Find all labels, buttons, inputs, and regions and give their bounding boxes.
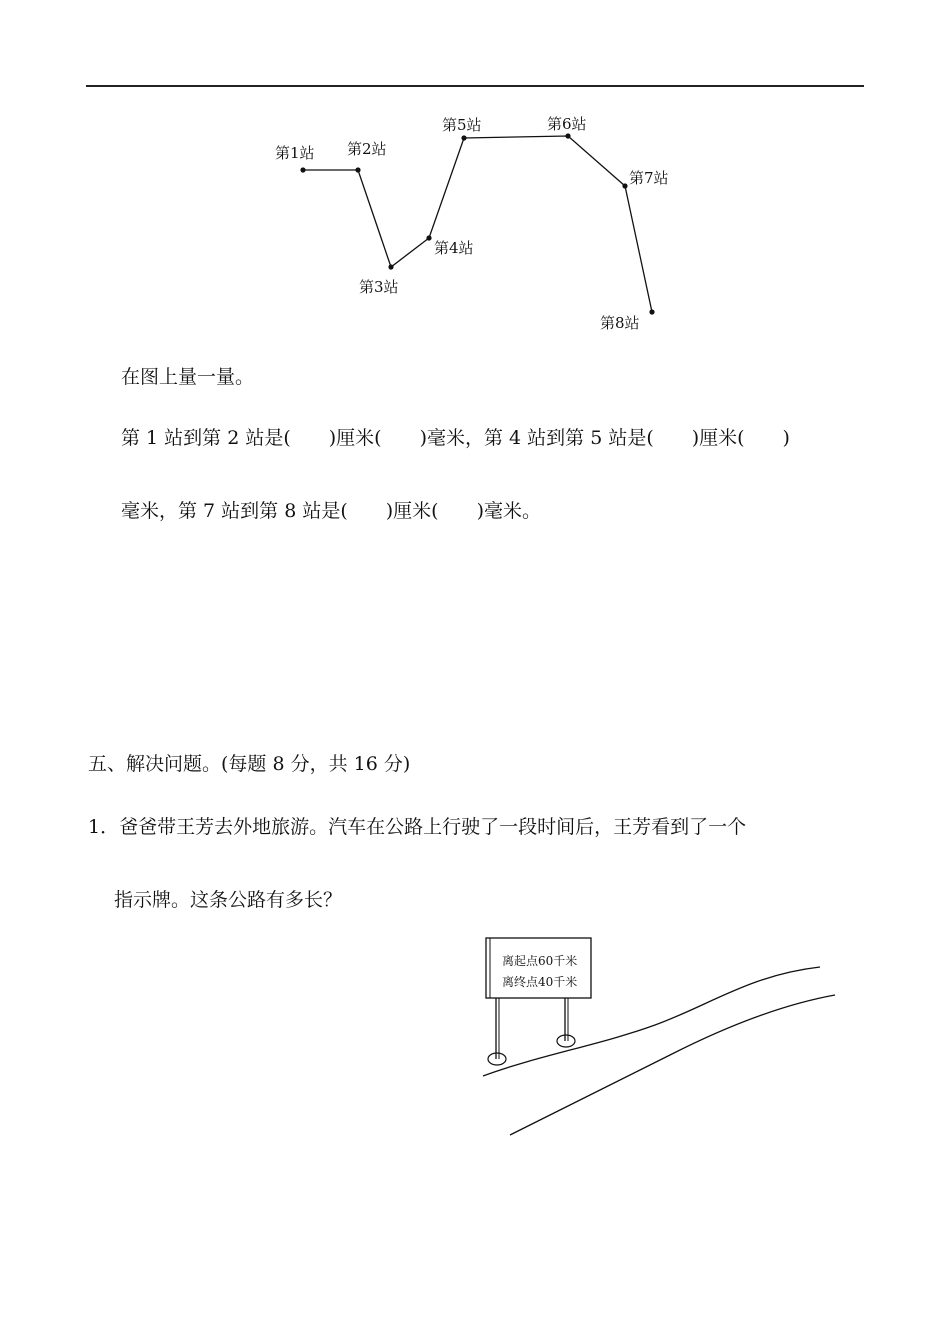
measure-question-line-2: 毫米，第 7 站到第 8 站是( )厘米( )毫米。 bbox=[121, 500, 541, 522]
station-5-label: 第5站 bbox=[442, 116, 482, 134]
post-base-right bbox=[557, 1035, 575, 1047]
route-path bbox=[303, 136, 652, 312]
sign-line-1: 离起点60千米 bbox=[502, 954, 578, 968]
station-6-label: 第6站 bbox=[547, 115, 587, 133]
sign-line-2: 离终点40千米 bbox=[502, 975, 578, 989]
route-diagram bbox=[250, 108, 700, 338]
measure-question-line-1: 第 1 站到第 2 站是( )厘米( )毫米，第 4 站到第 5 站是( )厘米( ) bbox=[121, 427, 790, 449]
station-6-dot bbox=[565, 133, 570, 138]
measure-instruction: 在图上量一量。 bbox=[121, 366, 255, 388]
road-sign-illustration bbox=[480, 935, 840, 1145]
station-3-label: 第3站 bbox=[359, 278, 399, 296]
station-5-dot bbox=[461, 135, 466, 140]
station-7-dot bbox=[622, 183, 627, 188]
station-8-label: 第8站 bbox=[600, 314, 640, 332]
station-1-dot bbox=[300, 167, 305, 172]
sign-board bbox=[486, 938, 591, 998]
road-lower-edge bbox=[510, 995, 835, 1135]
station-2-label: 第2站 bbox=[347, 140, 387, 158]
section-heading: 五、解决问题。(每题 8 分，共 16 分) bbox=[88, 753, 411, 775]
station-7-label: 第7站 bbox=[629, 169, 669, 187]
question-1-line-1: 1．爸爸带王芳去外地旅游。汽车在公路上行驶了一段时间后，王芳看到了一个 bbox=[88, 816, 747, 838]
top-rule bbox=[86, 85, 864, 87]
station-4-label: 第4站 bbox=[434, 239, 474, 257]
station-3-dot bbox=[388, 264, 393, 269]
station-4-dot bbox=[426, 235, 431, 240]
station-dots bbox=[300, 133, 654, 314]
station-1-label: 第1站 bbox=[275, 144, 315, 162]
station-8-dot bbox=[649, 309, 654, 314]
post-base-left bbox=[488, 1053, 506, 1065]
question-1-line-2: 指示牌。这条公路有多长？ bbox=[114, 889, 343, 911]
station-2-dot bbox=[355, 167, 360, 172]
